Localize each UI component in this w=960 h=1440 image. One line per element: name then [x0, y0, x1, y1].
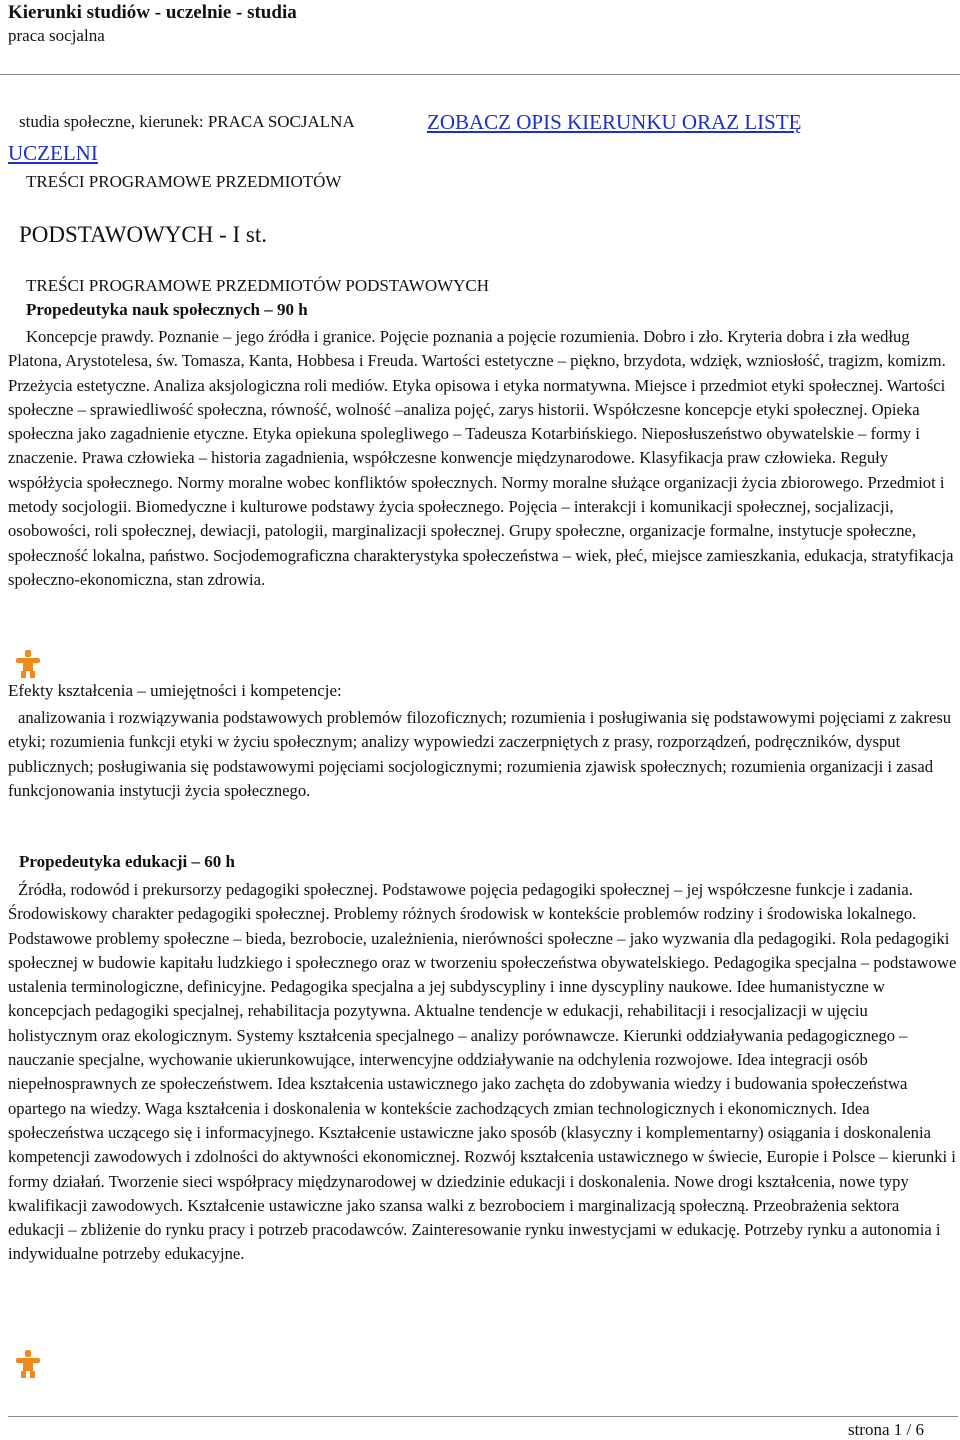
- course-content: Koncepcje prawdy. Poznanie – jego źródła i granice. Pojęcie poznania a pojęcie rozumienia. Dobro i zło. Kryteria dobra i zła według Platona, Arystotelesa, św. Tomasza, Kanta, Hobbesa i Freuda. Wartości estetyczne – piękno, brzydota, wdzięk, wzniosłość, tragizm, komizm. Przeżycia estetyczne. Analiza aksjologiczna roli mediów. Etyka opisowa i etyka normatywna. Miejsce i przedmiot etyki społecznej. Wartości społeczne – sprawiedliwość społeczna, równość, wolność –analiza pojęć, zarys historii. Współczesne koncepcje etyki społecznej. Opieka społeczna jako zagadnienie etyczne. Etyka opiekuna spolegliwego – Tadeusza Kotarbińskiego. Nieposłuszeństwo obywatelskie – formy i znaczenie. Prawa człowieka – historia zagadnienia, współczesne konwencje międzynarodowe. Klasyfikacja praw człowieka. Reguły współżycia społecznego. Normy moralne wobec konfliktów społecznych. Normy moralne służące organizacji życia zbiorowego. Przedmiot i metody socjologii. Biomedyczne i kulturowe podstawy życia społecznego. Pojęcia – interakcji i komunikacji społecznej, socjalizacji, osobowości, roli społecznej, dewiacji, patologii, marginalizacji społecznej. Grupy społeczne, organizacje formalne, instytucje społeczne, społeczność lokalna, państwo. Socjodemograficzna charakterystyka społeczeństwa – wiek, płeć, miejsce zamieszkania, edukacja, stratyfikacja społeczno-ekonomiczna, stan zdrowia.: [8, 327, 954, 589]
- field-label: studia społeczne, kierunek: PRACA SOCJALNA: [19, 112, 355, 131]
- outcomes-text: analizowania i rozwiązywania podstawowych problemów filozoficznych; rozumienia i posługiwania się podstawowymi pojęciami z zakresu etyki; rozumienia funkcji etyki w życiu społecznym; analizy wypowiedzi zaczerpniętych z prasy, rozporządzeń, podręczników, dysput publicznych; posługiwania się podstawowymi pojęciami socjologicznymi; rozumienia zjawisk społecznych; rozumienia organizacji i zasad funkcjonowania instytucji życia społecznego.: [8, 708, 952, 800]
- field-description-link[interactable]: ZOBACZ OPIS KIERUNKU ORAZ LISTĘ: [427, 110, 802, 134]
- course-title: Propedeutyka nauk społecznych – 90 h: [26, 300, 308, 319]
- page-number: strona 1 / 6: [847, 1420, 924, 1439]
- section-heading: TREŚCI PROGRAMOWE PRZEDMIOTÓW PODSTAWOWYCH: [26, 276, 490, 295]
- outcomes-label: Efekty kształcenia – umiejętności i kompetencje:: [8, 681, 342, 700]
- core-heading-level: PODSTAWOWYCH - I st.: [19, 222, 268, 247]
- page-title: Kierunki studiów - uczelnie - studia: [8, 2, 297, 23]
- page-subtitle: praca socjalna: [8, 26, 105, 45]
- core-heading: TREŚCI PROGRAMOWE PRZEDMIOTÓW: [26, 172, 342, 191]
- course-title: Propedeutyka edukacji – 60 h: [19, 852, 235, 871]
- header-divider: [0, 74, 960, 75]
- course-content: Źródła, rodowód i prekursorzy pedagogiki społecznej. Podstawowe pojęcia pedagogiki społecznej – jej współczesne funkcje i zadania. Środowiskowy charakter pedagogiki społecznej. Problemy różnych środowisk w kontekście problemów rodziny i środowiska lokalnego. Podstawowe problemy społeczne – bieda, bezrobocie, uzależnienia, nierówności społeczne – jako wyzwania dla pedagogiki. Rola pedagogiki społecznej w budowie kapitału ludzkiego i społecznego oraz w tworzeniu społeczeństwa obywatelskiego. Pedagogika specjalna – podstawowe ustalenia terminologiczne, definicyjne. Pedagogika specjalna a jej subdyscypliny i inne dyscypliny naukowe. Idee humanistyczne w koncepcjach pedagogiki specjalnej, rehabilitacja pozytywna. Aktualne tendencje w edukacji, rehabilitacji i resocjalizacji w ujęciu holistycznym oraz ekologicznym. Systemy kształcenia specjalnego – analizy porównawcze. Kierunki oddziaływania pedagogicznego – nauczanie specjalne, wychowanie ukierunkowujące, interwencyjne oddziaływanie na odchylenia rozwojowe. Idea integracji osób niepełnosprawnych ze społeczeństwem. Idea kształcenia ustawicznego jako zachęta do zdobywania wiedzy i budowania społeczeństwa opartego na wiedzy. Waga kształcenia i doskonalenia w kontekście zachodzących zmian technologicznych i ekonomicznych. Idea społeczeństwa uczącego się i informacyjnego. Kształcenie ustawiczne jako sposób (klasyczny i komplementarny) osiągania i doskonalenia kompetencji zawodowych i zdolności do aktywności ekonomicznej. Rozwój kształcenia ustawicznego w świecie, Europie i Polsce – kierunki i formy działań. Tworzenie sieci współpracy międzynarodowej w dziedzinie edukacji i doskonalenia. Nowe drogi kształcenia, nowe typy kwalifikacji zawodowych. Kształcenie ustawiczne jako szansa walki z bezrobociem i marginalizacją społeczną. Przeobrażenia sektora edukacji – zbliżenie do rynku pracy i potrzeb pracodawców. Zainteresowanie rynku inwestycjami w edukację. Potrzeby rynku a autonomia i indywidualne potrzeby edukacyjne.: [8, 880, 957, 1264]
- field-description-link-continued[interactable]: UCZELNI: [8, 141, 98, 165]
- orange-figure-icon: [12, 1350, 44, 1378]
- footer-divider: [8, 1416, 958, 1417]
- orange-figure-icon: [12, 650, 44, 678]
